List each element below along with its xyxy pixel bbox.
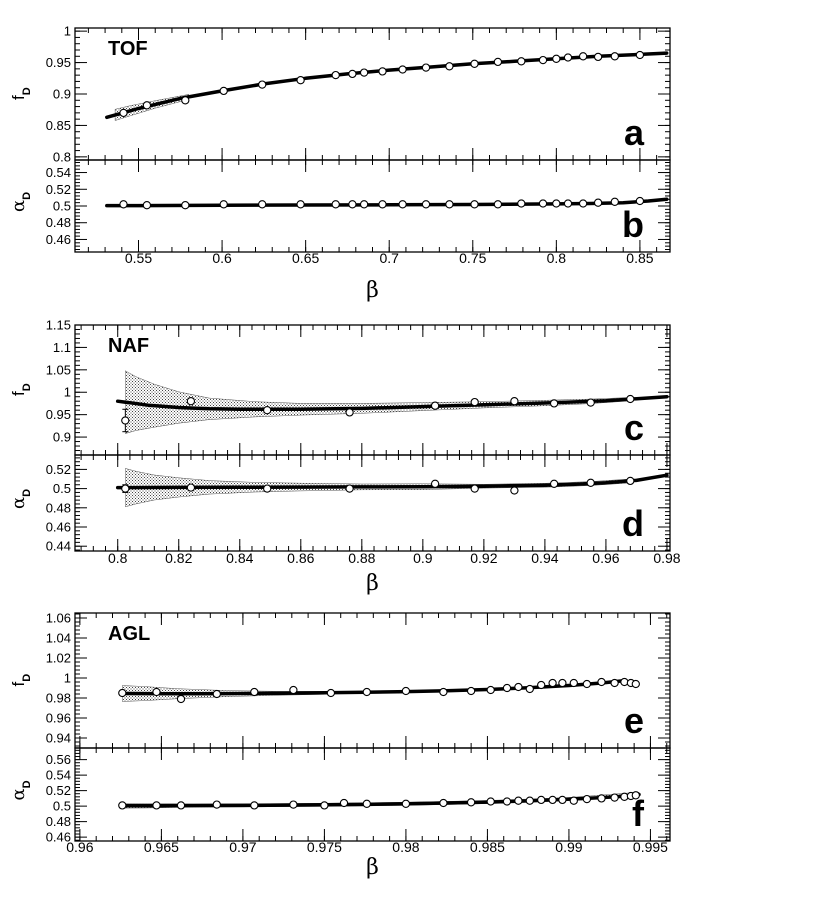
data-point [143, 102, 150, 109]
data-point [494, 58, 501, 65]
x-tick-label: 0.55 [124, 250, 153, 266]
y-tick-label: 0.54 [45, 165, 71, 181]
x-tick-label: 0.975 [306, 839, 342, 855]
data-point [627, 477, 634, 484]
x-tick-label: 0.995 [632, 839, 668, 855]
data-point [627, 395, 634, 402]
data-point [559, 796, 566, 803]
data-point [187, 398, 194, 405]
y-tick-label: 0.5 [52, 198, 71, 214]
x-tick-label: 0.8 [107, 550, 128, 566]
data-point [515, 683, 522, 690]
data-point [363, 688, 370, 695]
y-tick-label: 0.5 [52, 481, 71, 497]
data-point [290, 686, 297, 693]
x-tick-label: 0.84 [226, 550, 254, 566]
y-tick-label: 0.46 [45, 519, 71, 535]
x-axis-label: β [366, 571, 379, 596]
y-tick-label: 0.95 [45, 407, 71, 423]
data-point [611, 794, 618, 801]
data-point [120, 201, 127, 208]
y-tick-label: 0.9 [52, 86, 71, 102]
data-point [213, 801, 220, 808]
data-point [468, 799, 475, 806]
data-point [583, 680, 590, 687]
data-point [440, 688, 447, 695]
data-point [551, 480, 558, 487]
data-point [153, 802, 160, 809]
data-point [349, 70, 356, 77]
detector-label: AGL [108, 623, 151, 645]
data-point [143, 202, 150, 209]
data-point [636, 51, 643, 58]
y-tick-label: 0.48 [45, 500, 71, 516]
x-tick-label: 0.96 [66, 839, 94, 855]
data-point [122, 417, 129, 424]
x-tick-label: 0.965 [143, 839, 179, 855]
data-point [526, 797, 533, 804]
data-point [153, 688, 160, 695]
data-point [551, 400, 558, 407]
panel-letter: b [622, 204, 644, 245]
data-point [518, 200, 525, 207]
data-point [487, 686, 494, 693]
y-tick-label: 1.06 [45, 610, 71, 626]
x-tick-label: 0.99 [555, 839, 583, 855]
data-point [559, 679, 566, 686]
data-point [471, 399, 478, 406]
data-point [471, 60, 478, 67]
x-tick-label: 0.94 [531, 550, 559, 566]
data-point [440, 799, 447, 806]
data-point [327, 689, 334, 696]
plot-frame [75, 748, 670, 841]
data-point [251, 802, 258, 809]
data-point [361, 201, 368, 208]
y-tick-label: 0.94 [45, 730, 71, 746]
plot-frame [75, 28, 670, 160]
data-point [379, 68, 386, 75]
x-tick-label: 0.98 [653, 550, 681, 566]
data-point [564, 54, 571, 61]
panel-tof-top [9, 24, 670, 165]
y-tick-label: 0.46 [45, 829, 71, 845]
data-point [583, 796, 590, 803]
y-tick-label: 1.05 [45, 362, 71, 378]
data-point [471, 485, 478, 492]
data-point [598, 795, 605, 802]
data-point [120, 109, 127, 116]
data-point [297, 77, 304, 84]
data-point [515, 797, 522, 804]
x-tick-label: 0.96 [592, 550, 620, 566]
y-axis-label-alpha: $\alpha_D$ [8, 191, 33, 212]
data-point [346, 485, 353, 492]
data-point [297, 201, 304, 208]
y-tick-label: 0.54 [45, 767, 71, 783]
data-point [349, 201, 356, 208]
y-tick-label: 1.02 [45, 650, 71, 666]
data-point [518, 58, 525, 65]
y-axis-label-alpha: $\alpha_D$ [8, 780, 33, 801]
data-point [587, 399, 594, 406]
y-tick-label: 0.85 [45, 117, 71, 133]
fit-curve [107, 53, 667, 117]
data-point [361, 69, 368, 76]
panel-letter: e [623, 700, 644, 741]
data-point [332, 72, 339, 79]
data-point [570, 797, 577, 804]
x-tick-label: 0.7 [379, 250, 399, 266]
data-point [177, 695, 184, 702]
data-point [119, 689, 126, 696]
detector-label: TOF [108, 38, 148, 60]
y-tick-label: 0.48 [45, 814, 71, 830]
y-tick-label: 0.46 [45, 231, 71, 247]
y-tick-label: 0.52 [45, 783, 71, 799]
data-point [259, 81, 266, 88]
data-point [549, 796, 556, 803]
y-axis-label-fd: $f_D$ [9, 673, 33, 687]
panel-letter: a [623, 112, 644, 153]
data-point [264, 407, 271, 414]
data-point [213, 690, 220, 697]
data-point [539, 57, 546, 64]
x-tick-label: 0.8 [546, 250, 567, 266]
y-tick-label: 0.52 [45, 181, 71, 197]
data-point [187, 484, 194, 491]
x-tick-label: 0.85 [626, 250, 654, 266]
y-tick-label: 0.52 [45, 461, 71, 477]
panel-letter: f [632, 793, 644, 834]
data-point [340, 799, 347, 806]
data-point [220, 87, 227, 94]
panel-naf-top [9, 318, 670, 456]
data-point [321, 802, 328, 809]
panel-letter: d [622, 503, 644, 544]
data-point [363, 800, 370, 807]
data-point [471, 201, 478, 208]
data-point [580, 53, 587, 60]
data-point [611, 53, 618, 60]
data-point [595, 53, 602, 60]
data-point [553, 55, 560, 62]
x-tick-label: 0.985 [469, 839, 505, 855]
y-tick-label: 0.44 [45, 538, 71, 554]
data-point [538, 681, 545, 688]
x-tick-label: 0.6 [212, 250, 232, 266]
data-point [182, 202, 189, 209]
data-point [432, 402, 439, 409]
panel-tof-bottom [8, 160, 670, 303]
y-tick-label: 0.8 [52, 149, 71, 165]
panel-letter: c [623, 407, 644, 448]
data-point [549, 679, 556, 686]
y-tick-label: 0.95 [45, 55, 71, 71]
x-tick-label: 0.82 [165, 550, 193, 566]
data-point [570, 679, 577, 686]
data-point [580, 200, 587, 207]
x-tick-label: 0.92 [470, 550, 498, 566]
data-point [422, 64, 429, 71]
y-tick-label: 0.98 [45, 690, 71, 706]
data-point [587, 479, 594, 486]
data-point [553, 200, 560, 207]
data-point [251, 688, 258, 695]
y-tick-label: 0.9 [52, 429, 71, 445]
data-point [290, 801, 297, 808]
data-point [487, 798, 494, 805]
data-point [511, 487, 518, 494]
x-axis-label: β [366, 855, 379, 880]
data-point [379, 201, 386, 208]
data-point [595, 199, 602, 206]
panel-naf-bottom [8, 455, 681, 596]
data-point [432, 480, 439, 487]
y-tick-label: 0.5 [52, 798, 71, 814]
x-tick-label: 0.97 [229, 839, 257, 855]
data-point [402, 800, 409, 807]
data-point [402, 687, 409, 694]
data-point [446, 63, 453, 70]
data-point [611, 679, 618, 686]
data-point [511, 398, 518, 405]
y-tick-label: 1.04 [45, 630, 71, 646]
x-tick-label: 0.75 [459, 250, 487, 266]
data-point [119, 802, 126, 809]
data-point [346, 409, 353, 416]
data-point [494, 201, 501, 208]
x-tick-label: 0.65 [292, 250, 320, 266]
data-point [468, 687, 475, 694]
y-axis-label-alpha: $\alpha_D$ [8, 488, 33, 509]
data-point [332, 201, 339, 208]
detector-label: NAF [108, 335, 150, 357]
x-tick-label: 0.86 [287, 550, 315, 566]
x-tick-label: 0.88 [348, 550, 376, 566]
plot-frame [75, 613, 670, 748]
data-point [539, 200, 546, 207]
data-point [503, 684, 510, 691]
y-axis-label-fd: $f_D$ [9, 383, 33, 396]
y-tick-label: 1 [63, 23, 71, 39]
data-point [538, 796, 545, 803]
x-axis-label: β [366, 278, 379, 303]
data-point [182, 97, 189, 104]
y-tick-label: 1 [63, 670, 71, 686]
data-point [446, 201, 453, 208]
data-point [526, 685, 533, 692]
data-point [399, 66, 406, 73]
data-point [220, 201, 227, 208]
data-point [503, 798, 510, 805]
x-tick-label: 0.98 [392, 839, 420, 855]
data-point [422, 201, 429, 208]
y-tick-label: 1.1 [52, 339, 71, 355]
data-point [611, 198, 618, 205]
y-tick-label: 1.15 [45, 317, 71, 333]
y-tick-label: 0.48 [45, 215, 71, 231]
data-point [632, 680, 639, 687]
y-tick-label: 0.96 [45, 710, 71, 726]
plot-frame [75, 455, 670, 551]
data-point [399, 201, 406, 208]
y-tick-label: 0.56 [45, 752, 71, 768]
y-axis-label-fd: $f_D$ [9, 87, 33, 100]
data-point [598, 678, 605, 685]
data-point [122, 485, 129, 492]
data-point [264, 485, 271, 492]
x-tick-label: 0.9 [413, 550, 433, 566]
y-tick-label: 1 [63, 384, 71, 400]
panel-agl-top [9, 611, 670, 749]
data-point [177, 802, 184, 809]
data-point [564, 200, 571, 207]
data-point [259, 201, 266, 208]
panel-agl-bottom [8, 748, 670, 880]
